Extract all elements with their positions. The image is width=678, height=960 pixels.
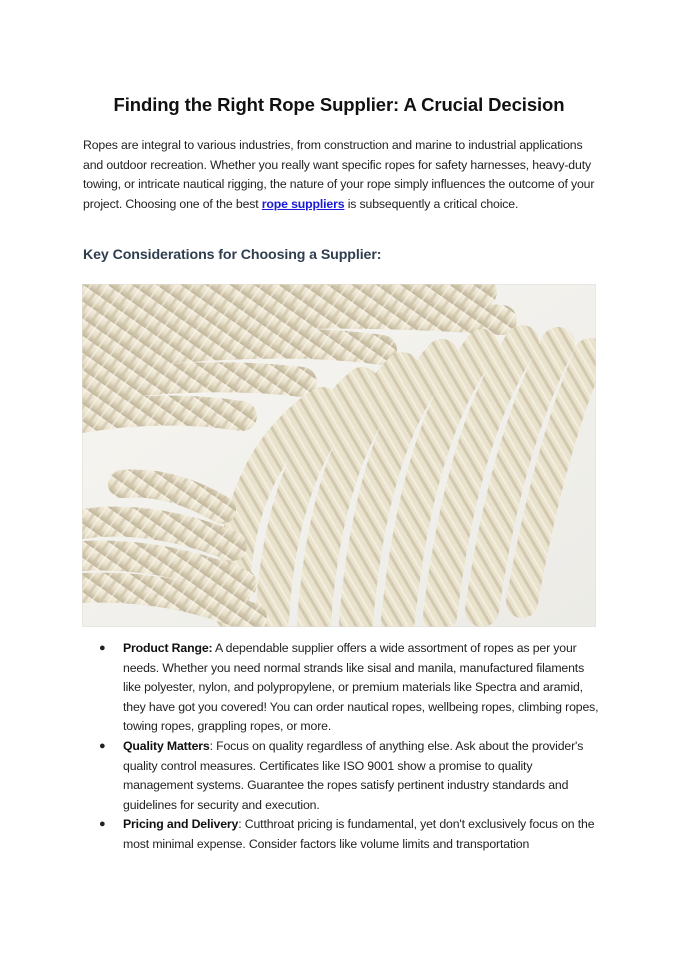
list-item [99, 815, 599, 854]
bullet-label: Product Range: [123, 641, 213, 655]
bullet-icon: ● [99, 818, 106, 831]
rope-suppliers-link[interactable]: rope suppliers [261, 196, 345, 211]
intro-text-before-link: Ropes are integral to various industries, from construction and marine to industrial applications and outdoor recreation. Whether you really want specific ropes for safety harnesses, heavy-duty towing, or intricate nautical rigging, the nature of your rope simply influences the outcome of your project. Choosing one of the best [83, 138, 595, 211]
intro-text-after-link: is subsequently a critical choice. [344, 196, 519, 211]
bullet-label: Pricing and Delivery [123, 817, 239, 832]
bullet-label: Quality Matters [123, 738, 210, 753]
bullet-icon: ● [99, 739, 106, 752]
page-title: Finding the Right Rope Supplier: A Crucial Decision [113, 94, 565, 115]
bullet-text: A dependable supplier offers a wide assortment of ropes as per your needs. Whether you need normal strands like sisal and manila, manufactured filaments like polyester, nylon, and polypropylene, or premium materials like Spectra and aramid, they have got you covered! You can order nautical ropes, wellbeing ropes, climbing ropes, towing ropes, grappling ropes, or more. [123, 641, 599, 734]
bullet-icon: ● [99, 642, 106, 654]
intro-paragraph [83, 136, 598, 214]
considerations-list [99, 639, 599, 855]
bullet-text: : Cutthroat pricing is fundamental, yet don't exclusively focus on the most minimal expense. Consider factors like volume limits and transportation [123, 817, 595, 851]
list-item [99, 639, 599, 737]
list-item [99, 737, 599, 815]
section-heading: Key Considerations for Choosing a Supplier: [83, 247, 382, 263]
rope-coil-image [82, 284, 596, 627]
bullet-text: : Focus on quality regardless of anything else. Ask about the provider's quality control measures. Certificates like ISO 9001 show a promise to quality management systems. Guarantee the ropes satisfy pertinent industry standards and guidelines for security and execution. [123, 738, 584, 812]
